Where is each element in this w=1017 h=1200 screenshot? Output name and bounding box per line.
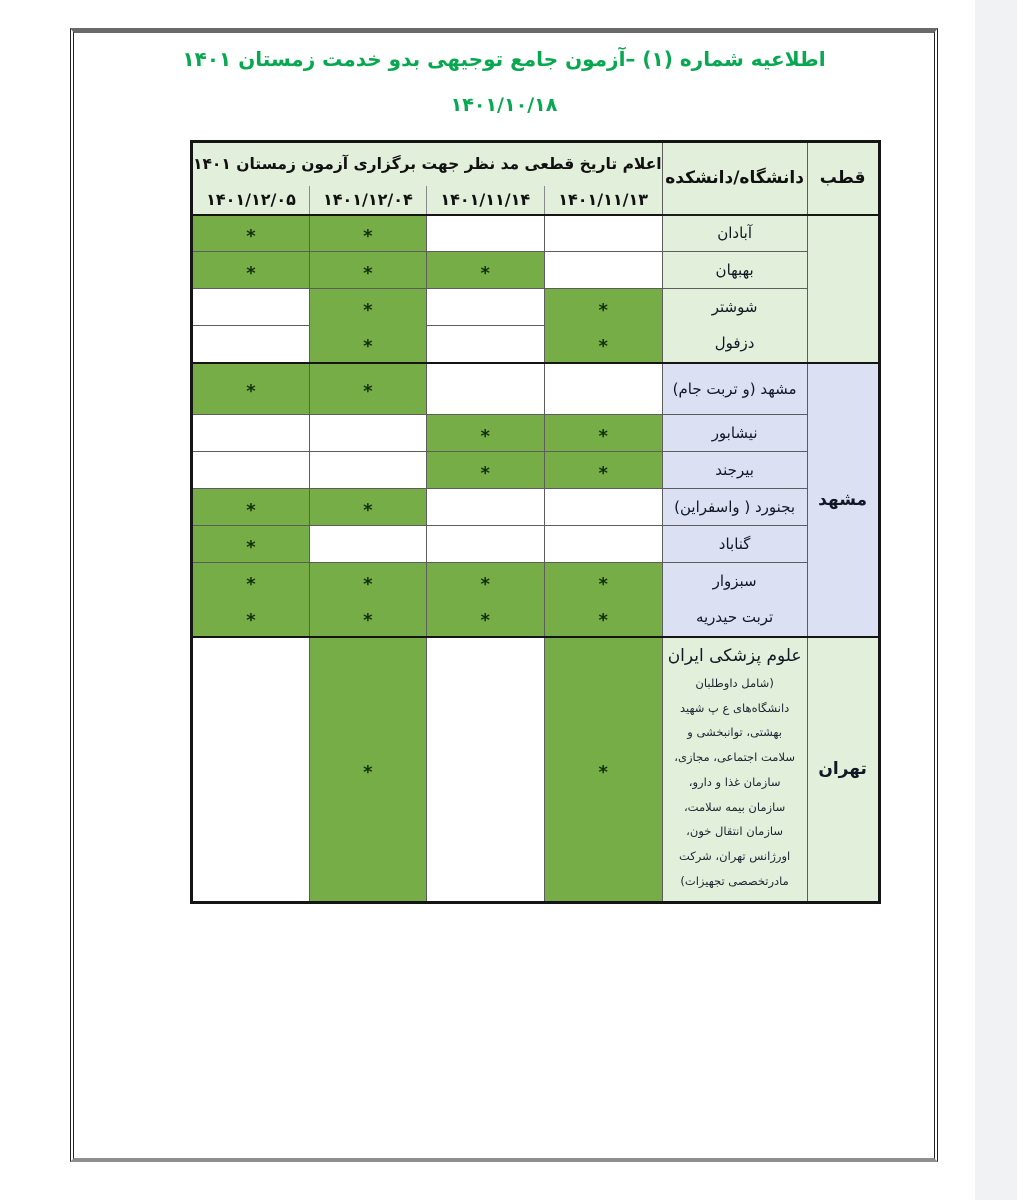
exam-date-cell-marked	[309, 563, 426, 600]
exam-date-cell-empty	[426, 489, 544, 526]
university-name-cell	[662, 526, 807, 563]
exam-date-cell-empty	[426, 363, 544, 415]
asterisk-mark: *	[598, 462, 608, 484]
asterisk-mark: *	[363, 610, 373, 631]
announce-header: اعلام تاریخ قطعی مد نظر جهت برگزاری آزمون زمستان ۱۴۰۱	[192, 142, 663, 186]
university-name-cell	[662, 600, 807, 637]
exam-date-cell-empty	[309, 526, 426, 563]
exam-date-cell-marked	[426, 600, 544, 637]
university-row	[192, 215, 880, 252]
date-column-header: ۱۴۰۱/۱۲/۰۴	[309, 186, 426, 215]
university-name-cell	[662, 252, 807, 289]
university-row	[192, 363, 880, 415]
exam-date-cell-marked	[426, 452, 544, 489]
pole-cell: مشهد	[807, 363, 879, 637]
exam-schedule-table	[190, 140, 881, 904]
university-name-cell	[662, 289, 807, 326]
exam-date-cell-marked	[426, 252, 544, 289]
university-name: آبادان	[717, 224, 752, 242]
exam-date-cell-empty	[192, 415, 310, 452]
date-column-header: ۱۴۰۱/۱۱/۱۴	[426, 186, 544, 215]
pole-cell: تهران	[807, 637, 879, 903]
university-row	[192, 526, 880, 563]
university-name-cell	[662, 563, 807, 600]
university-row	[192, 489, 880, 526]
exam-date-cell-empty	[544, 252, 662, 289]
exam-date-cell-empty	[192, 637, 310, 903]
university-name: شوشتر	[711, 298, 758, 316]
asterisk-mark: *	[246, 573, 256, 595]
university-name: مشهد (و تربت جام)	[672, 379, 797, 398]
asterisk-mark: *	[363, 262, 373, 284]
exam-date-cell-marked	[309, 489, 426, 526]
asterisk-mark: *	[598, 336, 608, 357]
exam-date-cell-empty	[426, 637, 544, 903]
exam-date-cell-marked	[426, 563, 544, 600]
university-name-cell	[662, 326, 807, 363]
pole-column-header: قطب	[807, 142, 879, 215]
asterisk-mark: *	[363, 381, 373, 403]
exam-date-cell-empty	[544, 363, 662, 415]
exam-date-cell-marked	[544, 452, 662, 489]
university-name: نیشابور	[711, 423, 758, 442]
university-name-cell	[662, 363, 807, 415]
exam-date-cell-empty	[192, 326, 310, 363]
asterisk-mark: *	[598, 573, 608, 595]
exam-date-cell-marked	[544, 600, 662, 637]
date-column-header: ۱۴۰۱/۱۲/۰۵	[192, 186, 310, 215]
pole-cell-empty	[807, 215, 879, 363]
exam-date-cell-empty	[192, 452, 310, 489]
asterisk-mark: *	[480, 262, 490, 284]
university-name: گناباد	[718, 534, 751, 553]
window-edge-strip	[975, 0, 1017, 1200]
university-row	[192, 563, 880, 600]
page-title: اطلاعیه شماره (۱) –آزمون جامع توجیهی بدو خدمت زمستان ۱۴۰۱	[182, 47, 826, 71]
exam-date-cell-marked	[192, 489, 310, 526]
university-row	[192, 289, 880, 326]
university-row	[192, 637, 880, 903]
university-row	[192, 452, 880, 489]
exam-date-cell-marked	[309, 326, 426, 363]
exam-date-cell-marked	[309, 637, 426, 903]
header-row-top	[192, 142, 880, 186]
document-page	[70, 28, 938, 1162]
exam-date-cell-marked	[309, 289, 426, 326]
asterisk-mark: *	[598, 425, 608, 447]
asterisk-mark: *	[363, 499, 373, 521]
exam-date-cell-empty	[309, 452, 426, 489]
asterisk-mark: *	[246, 262, 256, 284]
university-name-cell	[662, 637, 807, 903]
university-name-cell	[662, 215, 807, 252]
university-row	[192, 326, 880, 363]
asterisk-mark: *	[598, 610, 608, 631]
exam-date-cell-empty	[192, 289, 310, 326]
exam-date-cell-marked	[192, 563, 310, 600]
asterisk-mark: *	[363, 299, 373, 321]
university-name-cell	[662, 489, 807, 526]
exam-date-cell-empty	[426, 526, 544, 563]
exam-date-cell-marked	[426, 415, 544, 452]
date-column-header: ۱۴۰۱/۱۱/۱۳	[544, 186, 662, 215]
page-date: ۱۴۰۱/۱۰/۱۸	[450, 94, 558, 116]
university-column-header: دانشگاه/دانشکده	[662, 142, 807, 215]
exam-date-cell-marked	[544, 289, 662, 326]
exam-date-cell-empty	[426, 326, 544, 363]
exam-date-cell-empty	[544, 215, 662, 252]
university-row	[192, 600, 880, 637]
exam-date-cell-marked	[309, 215, 426, 252]
asterisk-mark: *	[363, 761, 373, 783]
asterisk-mark: *	[246, 381, 256, 403]
university-name: سبزوار	[712, 572, 757, 590]
asterisk-mark: *	[246, 610, 256, 631]
university-name: تربت حیدریه	[695, 608, 774, 627]
asterisk-mark: *	[246, 225, 256, 247]
exam-date-cell-marked	[192, 252, 310, 289]
asterisk-mark: *	[363, 573, 373, 595]
exam-date-cell-empty	[544, 526, 662, 563]
university-name-cell	[662, 452, 807, 489]
university-name-cell	[662, 415, 807, 452]
exam-date-cell-empty	[544, 489, 662, 526]
asterisk-mark: *	[480, 573, 490, 595]
asterisk-mark: *	[363, 225, 373, 247]
exam-date-cell-empty	[426, 289, 544, 326]
exam-date-cell-marked	[309, 600, 426, 637]
exam-date-cell-marked	[192, 600, 310, 637]
university-name: دزفول	[714, 334, 755, 353]
university-row	[192, 415, 880, 452]
asterisk-mark: *	[246, 499, 256, 521]
exam-date-cell-marked	[544, 415, 662, 452]
asterisk-mark: *	[480, 462, 490, 484]
table-header	[192, 142, 880, 215]
asterisk-mark: *	[480, 610, 490, 631]
exam-date-cell-marked	[192, 215, 310, 252]
exam-date-cell-marked	[309, 363, 426, 415]
asterisk-mark: *	[363, 336, 373, 357]
exam-date-cell-marked	[192, 363, 310, 415]
asterisk-mark: *	[246, 536, 256, 558]
exam-date-cell-empty	[309, 415, 426, 452]
exam-date-cell-marked	[544, 563, 662, 600]
university-name: بجنورد ( واسفراین)	[674, 497, 796, 516]
university-name: علوم پزشکی ایران	[667, 645, 802, 666]
exam-date-cell-marked	[544, 637, 662, 903]
university-subtext: (شامل داوطلبان دانشگاه‌های ع پ شهید بهشتی، توانبخشی و سلامت اجتماعی، مجازی، سازمان غذا و دارو، سازمان بیمه سلامت، سازمان انتقال خون، اورژانس تهران، شرکت مادرتخصصی تجهیزات)	[674, 676, 795, 888]
exam-date-cell-marked	[544, 326, 662, 363]
asterisk-mark: *	[598, 299, 608, 321]
exam-date-cell-empty	[426, 215, 544, 252]
asterisk-mark: *	[480, 425, 490, 447]
asterisk-mark: *	[598, 761, 608, 783]
table-body	[192, 215, 880, 903]
university-name: بیرجند	[715, 460, 754, 479]
exam-date-cell-marked	[309, 252, 426, 289]
university-name: بهبهان	[715, 260, 754, 279]
exam-date-cell-marked	[192, 526, 310, 563]
university-row	[192, 252, 880, 289]
